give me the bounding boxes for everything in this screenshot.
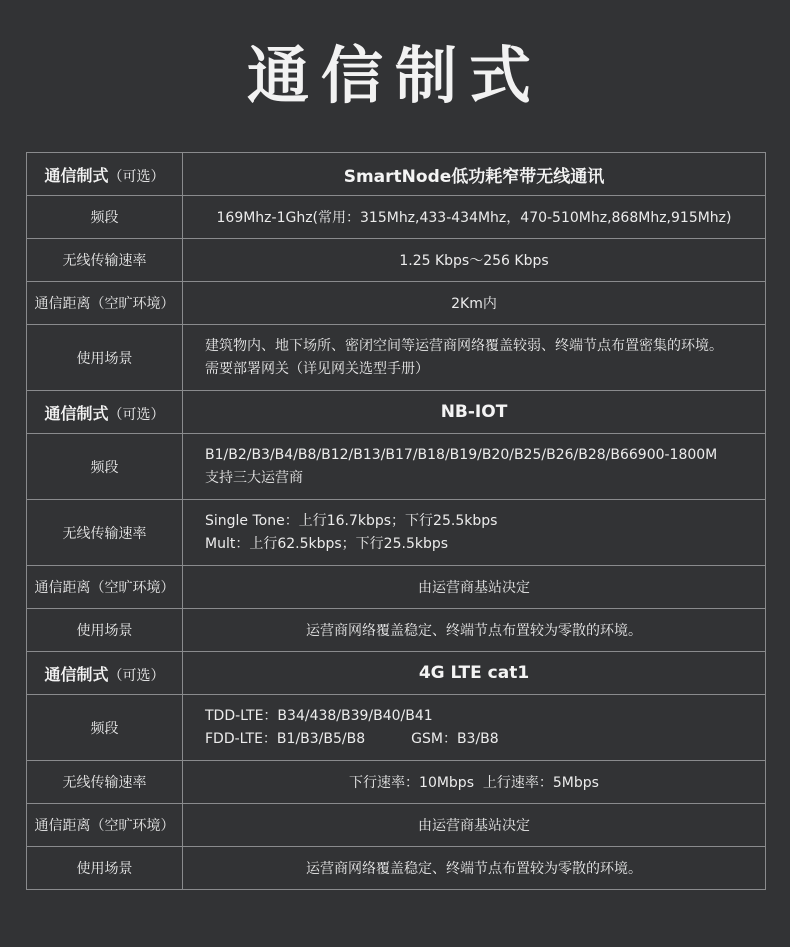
row-label: 使用场景 xyxy=(27,609,183,652)
row-value: 由运营商基站决定 xyxy=(183,566,766,609)
table-row xyxy=(27,500,766,566)
section-header-smartnode xyxy=(27,153,766,196)
row-value: 169Mhz-1Ghz(常用：315Mhz,433-434Mhz，470-510Mhz,868Mhz,915Mhz) xyxy=(183,196,766,239)
row-value: 运营商网络覆盖稳定、终端节点布置较为零散的环境。 xyxy=(183,609,766,652)
page-title: 通信制式 xyxy=(246,39,543,112)
header-label: 通信制式 xyxy=(44,165,109,185)
header-label-suffix: （可选） xyxy=(108,667,165,684)
spec-table xyxy=(26,152,766,890)
table-row xyxy=(27,566,766,609)
row-value xyxy=(183,695,766,761)
row-value: 下行速率：10Mbps 上行速率：5Mbps xyxy=(183,761,766,804)
gsm-bands: GSM：B3/B8 xyxy=(411,730,499,747)
header-label-suffix: （可选） xyxy=(108,168,165,185)
header-value: 4G LTE cat1 xyxy=(183,652,766,695)
row-label: 频段 xyxy=(27,695,183,761)
row-value-line: Mult：上行62.5kbps；下行25.5kbps xyxy=(205,535,449,552)
row-value: 1.25 Kbps～256 Kbps xyxy=(183,239,766,282)
table-row xyxy=(27,325,766,391)
row-value-line xyxy=(205,728,765,751)
table-row xyxy=(27,761,766,804)
header-label-cell xyxy=(27,652,183,695)
row-label: 通信距离（空旷环境） xyxy=(27,804,183,847)
header-label-cell xyxy=(27,153,183,196)
row-value: 运营商网络覆盖稳定、终端节点布置较为零散的环境。 xyxy=(183,847,766,890)
header-label: 通信制式 xyxy=(44,403,109,423)
row-label: 通信距离（空旷环境） xyxy=(27,282,183,325)
row-label: 使用场景 xyxy=(27,847,183,890)
row-value: 2Km内 xyxy=(183,282,766,325)
row-value xyxy=(183,500,766,566)
header-label: 通信制式 xyxy=(44,664,109,684)
row-label: 通信距离（空旷环境） xyxy=(27,566,183,609)
row-value-line: 支持三大运营商 xyxy=(205,469,303,486)
row-value-line: TDD-LTE：B34/438/B39/B40/B41 xyxy=(205,707,433,724)
header-label-cell xyxy=(27,391,183,434)
header-label-suffix: （可选） xyxy=(108,406,165,423)
header-value: NB-IOT xyxy=(183,391,766,434)
table-row xyxy=(27,239,766,282)
section-header-nbiot xyxy=(27,391,766,434)
row-value-line: 需要部署网关（详见网关选型手册） xyxy=(205,360,429,377)
row-label: 频段 xyxy=(27,196,183,239)
table-row xyxy=(27,434,766,500)
table-row xyxy=(27,804,766,847)
row-value xyxy=(183,325,766,391)
row-label: 无线传输速率 xyxy=(27,500,183,566)
table-row xyxy=(27,282,766,325)
row-value-line: Single Tone：上行16.7kbps；下行25.5kbps xyxy=(205,512,498,529)
table-row xyxy=(27,847,766,890)
fdd-lte-bands: FDD-LTE：B1/B3/B5/B8 xyxy=(205,730,366,747)
row-label: 无线传输速率 xyxy=(27,239,183,282)
table-row xyxy=(27,196,766,239)
row-value xyxy=(183,434,766,500)
row-value-line: B1/B2/B3/B4/B8/B12/B13/B17/B18/B19/B20/B25/B26/B28/B66900-1800M xyxy=(205,446,718,463)
row-value-line: 建筑物内、地下场所、密闭空间等运营商网络覆盖较弱、终端节点布置密集的环境。 xyxy=(205,337,723,354)
table-row xyxy=(27,695,766,761)
header-value: SmartNode低功耗窄带无线通讯 xyxy=(183,153,766,196)
row-label: 使用场景 xyxy=(27,325,183,391)
section-header-4g-lte xyxy=(27,652,766,695)
table-row xyxy=(27,609,766,652)
row-label: 频段 xyxy=(27,434,183,500)
row-label: 无线传输速率 xyxy=(27,761,183,804)
row-value: 由运营商基站决定 xyxy=(183,804,766,847)
